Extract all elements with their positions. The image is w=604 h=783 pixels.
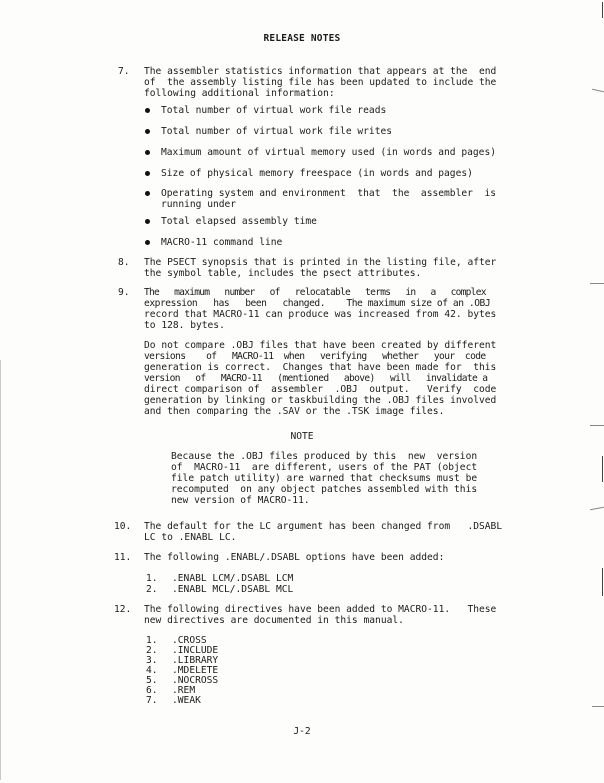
bullet-item: Maximum amount of virtual memory used (in words and pages) (161, 147, 497, 158)
item-8-line: The PSECT synopsis that is printed in the listing file, after (144, 257, 497, 268)
note-line: Because the .OBJ files produced by this new version (171, 451, 478, 462)
bullet-icon (145, 219, 150, 224)
bullet-icon (145, 171, 150, 176)
item-7-line: of the assembly listing file has been updated to include the (144, 77, 497, 88)
item-12-sub-number: 4. (146, 665, 158, 676)
item-12-sub-number: 3. (146, 655, 158, 666)
bullet-icon (145, 108, 150, 113)
item-9-para2-line: generation by linking or taskbuilding the .OBJ files involved (144, 395, 497, 406)
item-12-sub-text: .REM (172, 685, 196, 696)
page-header: RELEASE NOTES (263, 33, 341, 44)
item-12-line: The following directives have been added to MACRO-11. These (144, 604, 497, 615)
bullet-item: Total number of virtual work file reads (161, 105, 387, 116)
note-line: file patch utility) are warned that checksums must be (171, 473, 478, 484)
item-12-sub-text: .NOCROSS (172, 675, 219, 686)
item-11-sub-number: 2. (146, 584, 158, 595)
item-12-sub-text: .INCLUDE (172, 645, 219, 656)
item-10-line: LC to .ENABL LC. (144, 532, 237, 543)
note-line: of MACRO-11 are different, users of the PAT (object (171, 462, 478, 473)
item-7-line: The assembler statistics information that appears at the end (144, 66, 497, 77)
item-12-sub-text: .CROSS (172, 635, 207, 646)
item-9-para2-line: generation is correct. Changes that have been made for this (144, 362, 497, 373)
change-bar (602, 2, 603, 18)
item-11-number: 11. (114, 552, 132, 563)
item-12-sub-text: .WEAK (172, 695, 201, 706)
item-12-number: 12. (114, 604, 132, 615)
item-9-line: expression has been changed. The maximum size of an .OBJ (144, 298, 491, 309)
page-number: J-2 (293, 726, 311, 737)
item-9-para2-line: Do not compare .OBJ files that have been created by different (144, 340, 497, 351)
item-9-para2-line: direct comparison of assembler .OBJ output. Verify code (144, 384, 497, 395)
change-bar (602, 568, 603, 596)
item-12-sub-number: 5. (146, 675, 158, 686)
margin-tick (590, 283, 604, 284)
bullet-icon (145, 240, 150, 245)
item-7-line: following additional information: (144, 88, 335, 99)
item-11-sub-text: .ENABL LCM/.DSABL LCM (172, 573, 294, 584)
item-11-line: The following .ENABL/.DSABL options have been added: (144, 552, 445, 563)
item-12-sub-number: 1. (146, 635, 158, 646)
margin-tick (590, 425, 604, 426)
item-9-line: record that MACRO-11 can produce was increased from 42. bytes (144, 309, 497, 320)
bullet-item: Size of physical memory freespace (in words and pages) (161, 168, 473, 179)
bullet-icon (145, 129, 150, 134)
item-8-number: 8. (118, 257, 130, 268)
change-bar (602, 456, 603, 482)
note-heading: NOTE (290, 431, 314, 442)
item-9-para2-line: and then comparing the .SAV or the .TSK image files. (144, 406, 445, 417)
bullet-item: Total number of virtual work file writes (161, 126, 393, 137)
item-9-line: to 128. bytes. (144, 320, 225, 331)
bullet-item: Total elapsed assembly time (161, 216, 317, 227)
item-9-line: The maximum number of relocatable terms in a complex (144, 287, 486, 298)
item-9-para2-line: versions of MACRO-11 when verifying whether your code (144, 351, 486, 362)
item-12-sub-text: .LIBRARY (172, 655, 219, 666)
item-8-line: the symbol table, includes the psect attributes. (144, 268, 422, 279)
bullet-item-continued: running under (161, 199, 237, 210)
margin-tick (592, 89, 604, 92)
item-12-sub-number: 7. (146, 695, 158, 706)
item-12-sub-number: 6. (146, 685, 158, 696)
item-12-sub-text: .MDELETE (172, 665, 219, 676)
note-line: recomputed on any object patches assembled with this (171, 484, 478, 495)
margin-tick (590, 507, 604, 510)
item-12-sub-number: 2. (146, 645, 158, 656)
bullet-icon (145, 150, 150, 155)
bullet-icon (145, 191, 150, 196)
item-7-number: 7. (118, 66, 130, 77)
item-9-number: 9. (118, 287, 130, 298)
note-line: new version of MACRO-11. (171, 495, 310, 506)
item-11-sub-number: 1. (146, 573, 158, 584)
item-9-para2-line: version of MACRO-11 (mentioned above) will invalidate a (144, 373, 488, 384)
margin-tick (592, 706, 604, 707)
bullet-item: MACRO-11 command line (161, 237, 283, 248)
bullet-item: Operating system and environment that the assembler is (161, 188, 497, 199)
left-edge-line (0, 360, 1, 780)
item-10-line: The default for the LC argument has been changed from .DSABL (144, 521, 503, 532)
item-12-line: new directives are documented in this manual. (144, 615, 404, 626)
item-10-number: 10. (114, 521, 132, 532)
item-11-sub-text: .ENABL MCL/.DSABL MCL (172, 584, 294, 595)
